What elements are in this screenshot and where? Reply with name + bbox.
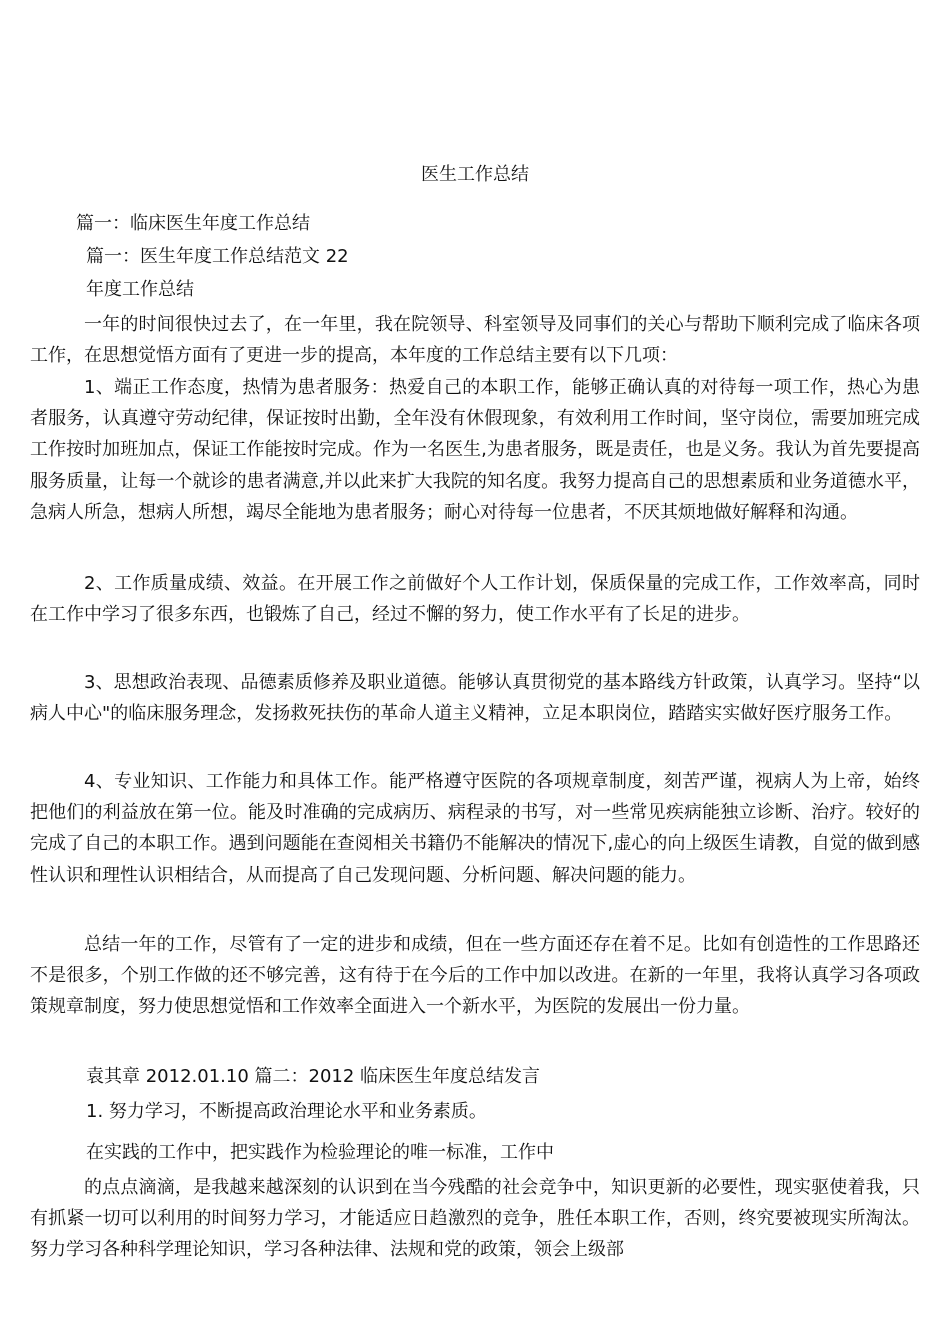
practice-line: 在实践的工作中，把实践作为检验理论的唯一标准，工作中 — [86, 1142, 554, 1163]
numbered-point-1: 1. 努力学习，不断提高政治理论水平和业务素质。 — [86, 1101, 487, 1122]
paragraph-learning: 的点点滴滴，是我越来越深刻的认识到在当今残酷的社会竞争中，知识更新的必要性，现实驱使着我，只有抓紧一切可以利用的时间努力学习，才能适应日趋激烈的竞争，胜任本职工作，否则，终究要被现实所淘汰。努力学习各种科学理论知识，学习各种法律、法规和党的政策，领会上级部 — [30, 1177, 920, 1261]
paragraph-conclusion: 总结一年的工作，尽管有了一定的进步和成绩，但在一些方面还存在着不足。比如有创造性的工作思路还不是很多，个别工作做的还不够完善，这有待于在今后的工作中加以改进。在新的一年里，我将认真学习各项政策规章制度，努力使思想觉悟和工作效率全面进入一个新水平，为医院的发展出一份力量。 — [30, 934, 920, 1018]
heading-part-one: 篇一：临床医生年度工作总结 — [76, 213, 310, 234]
paragraph-point-4: 4、专业知识、工作能力和具体工作。能严格遵守医院的各项规章制度，刻苦严谨，视病人为上帝，始终把他们的利益放在第一位。能及时准确的完成病历、病程录的书写，对一些常见疾病能独立诊断、治疗。较好的完成了自己的本职工作。遇到问题能在查阅相关书籍仍不能解决的情况下,虚心的向上级医生请教，自觉的做到感性认识和理性认识相结合，从而提高了自己发现问题、分析问题、解决问题的能力。 — [30, 771, 920, 886]
paragraph-point-3: 3、思想政治表现、品德素质修养及职业道德。能够认真贯彻党的基本路线方针政策，认真学习。坚持“以病人中心"的临床服务理念，发扬救死扶伤的革命人道主义精神，立足本职岗位，踏踏实实做好医疗服务工作。 — [30, 672, 920, 725]
heading-sample: 篇一：医生年度工作总结范文 22 — [86, 246, 349, 267]
paragraph-point-2: 2、工作质量成绩、效益。在开展工作之前做好个人工作计划，保质保量的完成工作，工作效率高，同时在工作中学习了很多东西，也锻炼了自己，经过不懈的努力，使工作水平有了长足的进步。 — [30, 573, 920, 626]
document-title: 医生工作总结 — [421, 164, 529, 185]
heading-annual-summary: 年度工作总结 — [86, 279, 194, 300]
signoff-line: 袁其章 2012.01.10 篇二：2012 临床医生年度总结发言 — [86, 1066, 541, 1087]
paragraph-point-1: 1、端正工作态度，热情为患者服务：热爱自己的本职工作，能够正确认真的对待每一项工作，热心为患者服务，认真遵守劳动纪律，保证按时出勤，全年没有休假现象，有效利用工作时间，坚守岗位，需要加班完成工作按时加班加点，保证工作能按时完成。作为一名医生,为患者服务，既是责任，也是义务。我认为首先要提高服务质量，让每一个就诊的患者满意,并以此来扩大我院的知名度。我努力提高自己的思想素质和业务道德水平，急病人所急，想病人所想，竭尽全能地为患者服务；耐心对待每一位患者，不厌其烦地做好解释和沟通。 — [30, 377, 920, 523]
paragraph-intro: 一年的时间很快过去了，在一年里，我在院领导、科室领导及同事们的关心与帮助下顺利完成了临床各项工作，在思想觉悟方面有了更进一步的提高，本年度的工作总结主要有以下几项： — [30, 314, 920, 367]
